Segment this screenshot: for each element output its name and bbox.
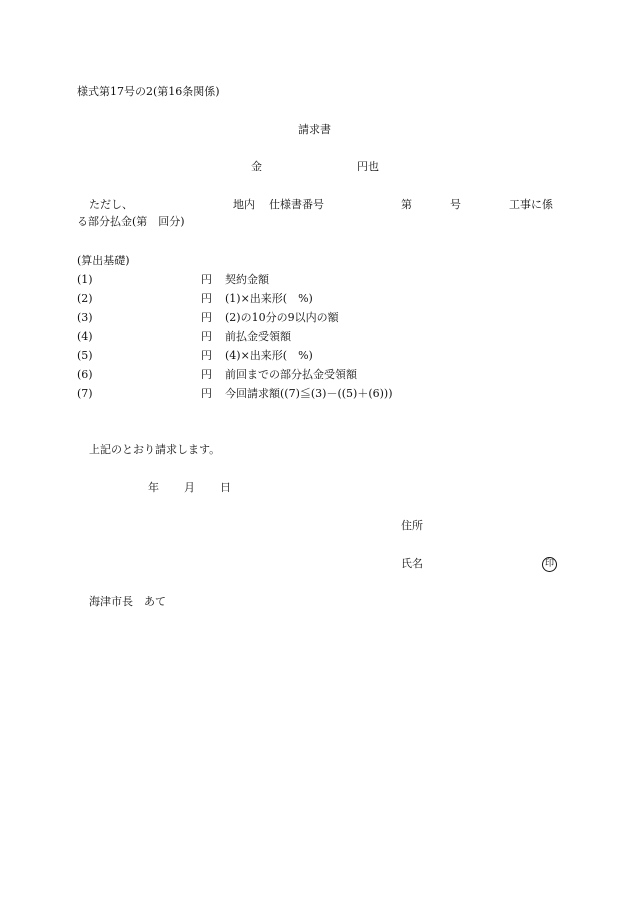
basis-row-number: (2) xyxy=(77,292,93,305)
proviso-lead: ただし、 xyxy=(89,198,133,211)
basis-row-yen: 円 xyxy=(201,311,212,324)
basis-row-description: (1)×出来形( %) xyxy=(225,292,313,305)
proviso-location: 地内 xyxy=(233,198,255,211)
date-day: 日 xyxy=(220,481,231,494)
basis-row-yen: 円 xyxy=(201,273,212,286)
basis-row-yen: 円 xyxy=(201,292,212,305)
basis-row-description: 今回請求額((7)≦(3)－((5)＋(6))) xyxy=(225,387,393,400)
proviso-go: 号 xyxy=(450,198,461,211)
basis-row-description: 前回までの部分払金受領額 xyxy=(225,368,357,381)
address-label: 住所 xyxy=(401,519,423,532)
form-reference: 様式第17号の2(第16条関係) xyxy=(77,85,220,98)
document-title: 請求書 xyxy=(298,123,331,136)
basis-row-description: 前払金受領額 xyxy=(225,330,291,343)
basis-row-description: (2)の10分の9以内の額 xyxy=(225,311,339,324)
amount-suffix: 円也 xyxy=(357,160,379,173)
date-month: 月 xyxy=(184,481,195,494)
proviso-work-line2: る部分払金(第 回分) xyxy=(77,215,185,228)
amount-prefix: 金 xyxy=(251,160,262,173)
seal-mark-icon: 印 xyxy=(542,557,557,572)
basis-row-yen: 円 xyxy=(201,368,212,381)
basis-row-number: (7) xyxy=(77,387,93,400)
proviso-dai: 第 xyxy=(401,198,412,211)
basis-row-yen: 円 xyxy=(201,387,212,400)
basis-row-description: 契約金額 xyxy=(225,273,269,286)
basis-row-number: (3) xyxy=(77,311,93,324)
basis-heading: (算出基礎) xyxy=(77,254,130,267)
basis-row-yen: 円 xyxy=(201,330,212,343)
basis-row-number: (6) xyxy=(77,368,93,381)
request-statement: 上記のとおり請求します。 xyxy=(89,443,221,456)
addressee: 海津市長 あて xyxy=(89,595,166,608)
name-label: 氏名 xyxy=(401,557,423,570)
proviso-work-line1: 工事に係 xyxy=(509,198,553,211)
basis-row-yen: 円 xyxy=(201,349,212,362)
basis-row-number: (4) xyxy=(77,330,93,343)
basis-row-number: (1) xyxy=(77,273,93,286)
date-year: 年 xyxy=(148,481,159,494)
basis-row-number: (5) xyxy=(77,349,93,362)
basis-row-description: (4)×出来形( %) xyxy=(225,349,313,362)
proviso-spec-label: 仕様書番号 xyxy=(269,198,324,211)
